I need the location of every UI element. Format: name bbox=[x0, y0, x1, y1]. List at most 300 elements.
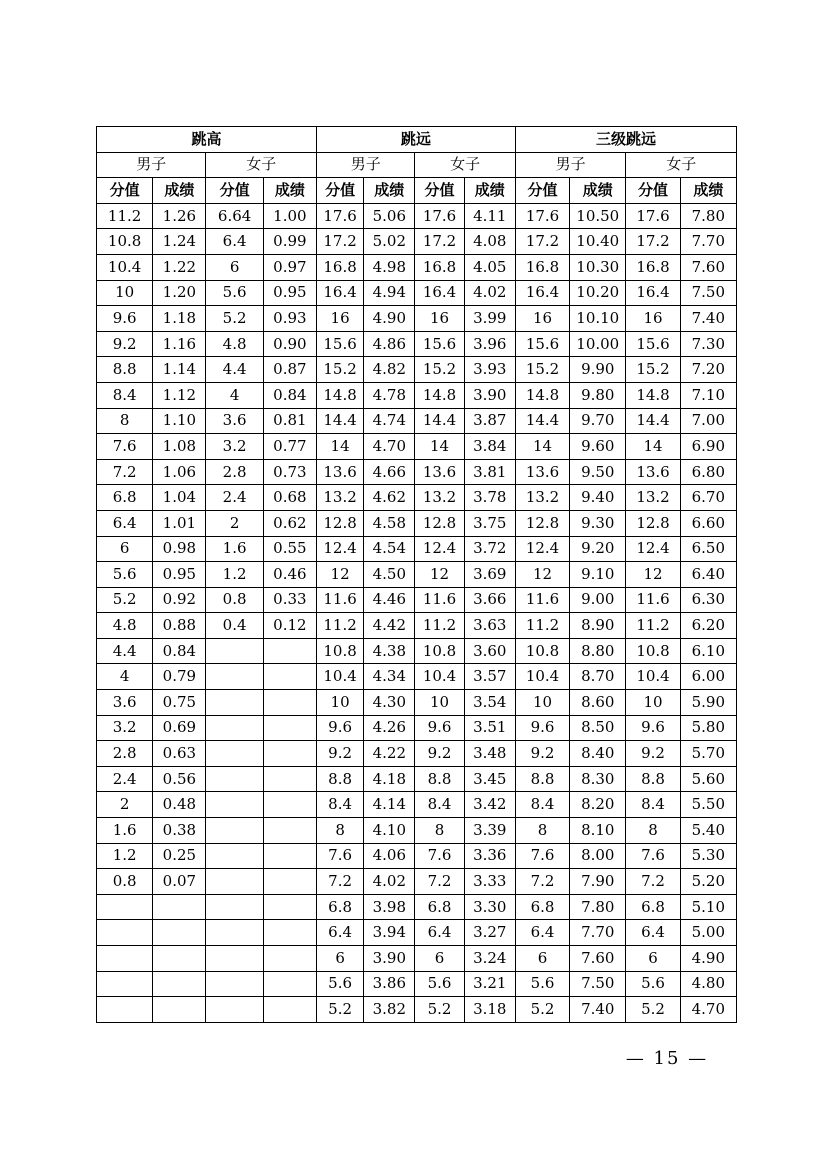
table-cell: 8.4 bbox=[316, 792, 363, 818]
table-cell: 11.2 bbox=[316, 613, 363, 639]
table-cell: 6.20 bbox=[680, 613, 736, 639]
table-cell: 17.6 bbox=[626, 203, 680, 229]
table-cell bbox=[263, 843, 316, 869]
table-cell: 10 bbox=[515, 690, 569, 716]
table-cell: 3.60 bbox=[464, 638, 515, 664]
table-cell: 1.20 bbox=[153, 280, 206, 306]
table-cell: 8.8 bbox=[316, 766, 363, 792]
table-cell: 2.4 bbox=[206, 485, 263, 511]
table-cell: 10.40 bbox=[570, 229, 626, 255]
column-header: 成绩 bbox=[263, 178, 316, 204]
table-cell: 0.84 bbox=[263, 382, 316, 408]
table-cell: 4.8 bbox=[206, 331, 263, 357]
table-cell: 4.90 bbox=[680, 946, 736, 972]
table-cell: 4.70 bbox=[680, 997, 736, 1023]
table-cell: 15.6 bbox=[316, 331, 363, 357]
table-cell: 7.90 bbox=[570, 869, 626, 895]
table-cell: 4.90 bbox=[364, 306, 415, 332]
table-row bbox=[97, 766, 737, 792]
column-header: 成绩 bbox=[364, 178, 415, 204]
table-cell: 0.99 bbox=[263, 229, 316, 255]
table-row bbox=[97, 254, 737, 280]
table-cell: 6.30 bbox=[680, 587, 736, 613]
table-cell: 8.4 bbox=[415, 792, 464, 818]
table-cell: 9.6 bbox=[97, 306, 153, 332]
table-cell: 11.2 bbox=[97, 203, 153, 229]
table-cell: 2 bbox=[97, 792, 153, 818]
table-cell bbox=[263, 869, 316, 895]
table-cell: 0.8 bbox=[97, 869, 153, 895]
table-cell: 3.78 bbox=[464, 485, 515, 511]
table-cell: 11.6 bbox=[415, 587, 464, 613]
table-cell: 4.46 bbox=[364, 587, 415, 613]
table-cell: 0.79 bbox=[153, 664, 206, 690]
table-cell: 4.34 bbox=[364, 664, 415, 690]
table-cell bbox=[97, 997, 153, 1023]
table-cell: 17.2 bbox=[415, 229, 464, 255]
table-cell: 8 bbox=[626, 818, 680, 844]
table-cell: 10.4 bbox=[415, 664, 464, 690]
table-row bbox=[97, 971, 737, 997]
table-cell: 3.69 bbox=[464, 562, 515, 588]
table-cell: 5.6 bbox=[316, 971, 363, 997]
table-row bbox=[97, 818, 737, 844]
table-cell: 0.98 bbox=[153, 536, 206, 562]
table-cell bbox=[263, 715, 316, 741]
table-cell: 4.22 bbox=[364, 741, 415, 767]
table-cell: 0.77 bbox=[263, 434, 316, 460]
table-cell: 5.6 bbox=[206, 280, 263, 306]
table-row bbox=[97, 792, 737, 818]
table-cell: 1.6 bbox=[97, 818, 153, 844]
table-cell: 8 bbox=[415, 818, 464, 844]
table-cell: 13.6 bbox=[415, 459, 464, 485]
table-cell: 3.93 bbox=[464, 357, 515, 383]
column-header: 分值 bbox=[316, 178, 363, 204]
table-cell: 1.2 bbox=[206, 562, 263, 588]
table-cell: 10.8 bbox=[515, 638, 569, 664]
table-cell: 4.42 bbox=[364, 613, 415, 639]
table-cell: 5.30 bbox=[680, 843, 736, 869]
table-cell: 6.90 bbox=[680, 434, 736, 460]
table-cell: 15.6 bbox=[515, 331, 569, 357]
event-header-high-jump: 跳高 bbox=[97, 127, 317, 153]
table-cell: 9.30 bbox=[570, 510, 626, 536]
table-cell: 8.40 bbox=[570, 741, 626, 767]
table-cell: 10 bbox=[97, 280, 153, 306]
table-cell: 8 bbox=[316, 818, 363, 844]
table-cell: 16.8 bbox=[415, 254, 464, 280]
table-cell: 7.00 bbox=[680, 408, 736, 434]
table-cell: 2.8 bbox=[97, 741, 153, 767]
table-cell bbox=[263, 920, 316, 946]
table-cell: 12.4 bbox=[515, 536, 569, 562]
table-cell: 7.2 bbox=[415, 869, 464, 895]
column-header: 分值 bbox=[515, 178, 569, 204]
column-header: 分值 bbox=[206, 178, 263, 204]
table-cell: 3.21 bbox=[464, 971, 515, 997]
table-row bbox=[97, 664, 737, 690]
table-row bbox=[97, 203, 737, 229]
table-cell: 9.6 bbox=[316, 715, 363, 741]
table-cell: 15.6 bbox=[626, 331, 680, 357]
table-cell: 4.06 bbox=[364, 843, 415, 869]
table-cell: 7.6 bbox=[415, 843, 464, 869]
table-cell: 0.48 bbox=[153, 792, 206, 818]
table-cell: 0.12 bbox=[263, 613, 316, 639]
table-cell: 7.6 bbox=[515, 843, 569, 869]
table-cell: 5.6 bbox=[97, 562, 153, 588]
table-row bbox=[97, 510, 737, 536]
gender-header-long-jump-female: 女子 bbox=[415, 152, 515, 178]
table-cell bbox=[263, 766, 316, 792]
table-cell: 6 bbox=[515, 946, 569, 972]
table-cell: 4.4 bbox=[97, 638, 153, 664]
table-cell: 0.97 bbox=[263, 254, 316, 280]
table-cell: 11.6 bbox=[515, 587, 569, 613]
table-cell: 6.8 bbox=[316, 894, 363, 920]
table-row bbox=[97, 715, 737, 741]
table-cell: 8.8 bbox=[626, 766, 680, 792]
table-cell: 5.60 bbox=[680, 766, 736, 792]
table-cell: 3.42 bbox=[464, 792, 515, 818]
table-cell: 5.00 bbox=[680, 920, 736, 946]
page-number: — 15 — bbox=[625, 1048, 709, 1069]
table-cell: 11.2 bbox=[415, 613, 464, 639]
table-cell: 6.8 bbox=[515, 894, 569, 920]
table-cell: 5.2 bbox=[97, 587, 153, 613]
table-cell: 1.00 bbox=[263, 203, 316, 229]
table-cell: 14.4 bbox=[626, 408, 680, 434]
table-cell: 1.04 bbox=[153, 485, 206, 511]
event-header-row bbox=[97, 127, 737, 153]
table-cell: 9.6 bbox=[415, 715, 464, 741]
table-cell: 6.64 bbox=[206, 203, 263, 229]
table-cell: 16.4 bbox=[515, 280, 569, 306]
table-cell: 5.50 bbox=[680, 792, 736, 818]
gender-header-high-jump-male: 男子 bbox=[97, 152, 206, 178]
table-cell: 9.90 bbox=[570, 357, 626, 383]
table-cell: 16.8 bbox=[626, 254, 680, 280]
table-cell: 9.20 bbox=[570, 536, 626, 562]
table-cell: 3.90 bbox=[364, 946, 415, 972]
table-cell: 11.6 bbox=[316, 587, 363, 613]
table-cell: 10.50 bbox=[570, 203, 626, 229]
table-row bbox=[97, 613, 737, 639]
table-cell: 3.86 bbox=[364, 971, 415, 997]
table-cell: 0.25 bbox=[153, 843, 206, 869]
table-cell: 15.2 bbox=[626, 357, 680, 383]
table-cell bbox=[206, 997, 263, 1023]
table-cell: 4.10 bbox=[364, 818, 415, 844]
table-cell: 6.80 bbox=[680, 459, 736, 485]
table-row bbox=[97, 434, 737, 460]
table-cell bbox=[206, 894, 263, 920]
table-cell: 0.4 bbox=[206, 613, 263, 639]
table-cell: 4.11 bbox=[464, 203, 515, 229]
table-cell: 9.10 bbox=[570, 562, 626, 588]
table-cell: 6 bbox=[626, 946, 680, 972]
table-cell: 4.62 bbox=[364, 485, 415, 511]
table-cell: 10.8 bbox=[97, 229, 153, 255]
table-cell: 16.4 bbox=[316, 280, 363, 306]
table-cell: 3.2 bbox=[97, 715, 153, 741]
table-cell: 4.66 bbox=[364, 459, 415, 485]
table-cell: 6.8 bbox=[97, 485, 153, 511]
table-cell: 5.20 bbox=[680, 869, 736, 895]
table-cell: 0.56 bbox=[153, 766, 206, 792]
table-cell: 14.4 bbox=[515, 408, 569, 434]
table-cell: 7.30 bbox=[680, 331, 736, 357]
event-header-triple-jump: 三级跳远 bbox=[515, 127, 736, 153]
table-cell: 9.6 bbox=[626, 715, 680, 741]
table-row bbox=[97, 331, 737, 357]
column-header: 分值 bbox=[415, 178, 464, 204]
table-cell: 9.70 bbox=[570, 408, 626, 434]
table-cell: 3.96 bbox=[464, 331, 515, 357]
table-cell: 14.8 bbox=[415, 382, 464, 408]
table-cell: 3.82 bbox=[364, 997, 415, 1023]
table-cell: 16.8 bbox=[316, 254, 363, 280]
table-cell: 1.06 bbox=[153, 459, 206, 485]
table-cell: 3.6 bbox=[97, 690, 153, 716]
table-cell: 6.4 bbox=[515, 920, 569, 946]
table-cell: 6.00 bbox=[680, 664, 736, 690]
table-cell: 0.46 bbox=[263, 562, 316, 588]
table-cell: 17.2 bbox=[316, 229, 363, 255]
table-row bbox=[97, 306, 737, 332]
table-cell: 3.24 bbox=[464, 946, 515, 972]
table-cell: 4 bbox=[206, 382, 263, 408]
table-row bbox=[97, 485, 737, 511]
table-cell: 15.2 bbox=[316, 357, 363, 383]
table-cell bbox=[206, 664, 263, 690]
table-cell: 1.01 bbox=[153, 510, 206, 536]
table-cell: 7.60 bbox=[570, 946, 626, 972]
table-cell: 9.80 bbox=[570, 382, 626, 408]
table-cell: 6.4 bbox=[626, 920, 680, 946]
table-cell: 3.90 bbox=[464, 382, 515, 408]
table-cell bbox=[97, 920, 153, 946]
table-cell: 1.26 bbox=[153, 203, 206, 229]
table-cell bbox=[153, 894, 206, 920]
table-cell: 16.4 bbox=[415, 280, 464, 306]
table-cell bbox=[206, 715, 263, 741]
table-cell: 13.6 bbox=[626, 459, 680, 485]
table-cell: 7.6 bbox=[97, 434, 153, 460]
table-cell: 9.50 bbox=[570, 459, 626, 485]
table-cell: 9.2 bbox=[415, 741, 464, 767]
table-cell: 16.4 bbox=[626, 280, 680, 306]
table-cell: 10 bbox=[415, 690, 464, 716]
table-cell: 0.62 bbox=[263, 510, 316, 536]
table-cell: 4.02 bbox=[364, 869, 415, 895]
table-cell: 10.20 bbox=[570, 280, 626, 306]
table-cell: 13.2 bbox=[515, 485, 569, 511]
table-cell: 1.12 bbox=[153, 382, 206, 408]
table-cell: 13.2 bbox=[415, 485, 464, 511]
table-cell: 8.80 bbox=[570, 638, 626, 664]
table-cell: 4.86 bbox=[364, 331, 415, 357]
table-cell bbox=[263, 818, 316, 844]
table-cell: 4.80 bbox=[680, 971, 736, 997]
table-cell: 8.10 bbox=[570, 818, 626, 844]
table-cell: 4.14 bbox=[364, 792, 415, 818]
table-cell: 3.81 bbox=[464, 459, 515, 485]
table-cell: 12.4 bbox=[415, 536, 464, 562]
table-cell: 7.60 bbox=[680, 254, 736, 280]
table-cell bbox=[263, 690, 316, 716]
table-cell: 12.8 bbox=[415, 510, 464, 536]
table-cell: 15.2 bbox=[415, 357, 464, 383]
table-cell: 10.8 bbox=[415, 638, 464, 664]
table-cell: 5.70 bbox=[680, 741, 736, 767]
table-row bbox=[97, 587, 737, 613]
table-cell: 13.6 bbox=[316, 459, 363, 485]
table-cell: 8.4 bbox=[626, 792, 680, 818]
table-cell bbox=[206, 690, 263, 716]
table-cell: 6.4 bbox=[206, 229, 263, 255]
table-cell: 3.99 bbox=[464, 306, 515, 332]
table-row bbox=[97, 894, 737, 920]
table-cell bbox=[206, 869, 263, 895]
table-cell: 7.20 bbox=[680, 357, 736, 383]
table-cell: 7.50 bbox=[680, 280, 736, 306]
table-cell: 5.6 bbox=[626, 971, 680, 997]
table-cell: 1.6 bbox=[206, 536, 263, 562]
table-cell: 14.8 bbox=[515, 382, 569, 408]
table-cell: 7.6 bbox=[316, 843, 363, 869]
gender-header-high-jump-female: 女子 bbox=[206, 152, 317, 178]
table-cell: 10.4 bbox=[515, 664, 569, 690]
table-cell: 4.38 bbox=[364, 638, 415, 664]
table-cell: 12 bbox=[515, 562, 569, 588]
table-row bbox=[97, 690, 737, 716]
table-cell: 0.55 bbox=[263, 536, 316, 562]
table-cell bbox=[97, 894, 153, 920]
table-cell: 16 bbox=[626, 306, 680, 332]
table-cell: 17.6 bbox=[415, 203, 464, 229]
table-row bbox=[97, 997, 737, 1023]
table-cell: 0.33 bbox=[263, 587, 316, 613]
table-cell: 2.8 bbox=[206, 459, 263, 485]
table-cell: 3.39 bbox=[464, 818, 515, 844]
table-cell: 0.87 bbox=[263, 357, 316, 383]
table-cell bbox=[206, 638, 263, 664]
table-cell: 11.6 bbox=[626, 587, 680, 613]
table-cell: 0.63 bbox=[153, 741, 206, 767]
table-cell: 10.8 bbox=[626, 638, 680, 664]
table-cell: 3.57 bbox=[464, 664, 515, 690]
table-row bbox=[97, 638, 737, 664]
column-header-row bbox=[97, 178, 737, 204]
table-cell bbox=[263, 638, 316, 664]
table-cell bbox=[97, 946, 153, 972]
table-cell: 3.51 bbox=[464, 715, 515, 741]
table-cell: 16 bbox=[415, 306, 464, 332]
table-cell: 10 bbox=[316, 690, 363, 716]
table-cell: 17.2 bbox=[515, 229, 569, 255]
table-cell: 14.4 bbox=[316, 408, 363, 434]
table-cell: 6 bbox=[316, 946, 363, 972]
table-cell: 7.70 bbox=[680, 229, 736, 255]
table-cell: 6.60 bbox=[680, 510, 736, 536]
table-cell: 12.8 bbox=[515, 510, 569, 536]
table-cell: 15.2 bbox=[515, 357, 569, 383]
table-cell: 4.02 bbox=[464, 280, 515, 306]
table-cell: 10.4 bbox=[316, 664, 363, 690]
column-header: 成绩 bbox=[464, 178, 515, 204]
table-cell: 6.40 bbox=[680, 562, 736, 588]
score-table bbox=[96, 126, 737, 1023]
table-cell: 3.87 bbox=[464, 408, 515, 434]
table-cell: 7.2 bbox=[316, 869, 363, 895]
table-cell: 1.10 bbox=[153, 408, 206, 434]
column-header: 分值 bbox=[97, 178, 153, 204]
table-cell: 0.92 bbox=[153, 587, 206, 613]
table-cell: 12.8 bbox=[316, 510, 363, 536]
table-cell: 6.4 bbox=[316, 920, 363, 946]
table-cell: 8.00 bbox=[570, 843, 626, 869]
table-cell: 17.6 bbox=[515, 203, 569, 229]
table-cell: 4.70 bbox=[364, 434, 415, 460]
table-row bbox=[97, 382, 737, 408]
table-cell: 0.8 bbox=[206, 587, 263, 613]
table-cell: 5.90 bbox=[680, 690, 736, 716]
table-cell: 6.8 bbox=[415, 894, 464, 920]
table-cell: 0.95 bbox=[263, 280, 316, 306]
table-cell: 17.2 bbox=[626, 229, 680, 255]
table-cell: 3.18 bbox=[464, 997, 515, 1023]
table-cell: 8.30 bbox=[570, 766, 626, 792]
table-cell: 4.82 bbox=[364, 357, 415, 383]
table-cell: 5.2 bbox=[415, 997, 464, 1023]
table-cell: 6.4 bbox=[415, 920, 464, 946]
column-header: 分值 bbox=[626, 178, 680, 204]
table-cell: 3.75 bbox=[464, 510, 515, 536]
table-cell bbox=[206, 766, 263, 792]
table-cell: 1.14 bbox=[153, 357, 206, 383]
table-cell: 8.90 bbox=[570, 613, 626, 639]
table-cell: 7.2 bbox=[626, 869, 680, 895]
table-cell: 14 bbox=[316, 434, 363, 460]
table-cell: 1.18 bbox=[153, 306, 206, 332]
table-cell: 10.8 bbox=[316, 638, 363, 664]
table-cell: 8.8 bbox=[415, 766, 464, 792]
table-cell bbox=[263, 894, 316, 920]
table-cell: 5.6 bbox=[415, 971, 464, 997]
column-header: 成绩 bbox=[153, 178, 206, 204]
table-cell: 8.70 bbox=[570, 664, 626, 690]
column-header: 成绩 bbox=[570, 178, 626, 204]
table-cell: 1.2 bbox=[97, 843, 153, 869]
table-cell: 15.6 bbox=[415, 331, 464, 357]
table-cell: 8.60 bbox=[570, 690, 626, 716]
table-cell: 8 bbox=[97, 408, 153, 434]
table-cell bbox=[206, 843, 263, 869]
table-cell: 7.10 bbox=[680, 382, 736, 408]
table-cell: 1.16 bbox=[153, 331, 206, 357]
table-cell: 12.4 bbox=[316, 536, 363, 562]
table-cell: 9.2 bbox=[515, 741, 569, 767]
table-row bbox=[97, 843, 737, 869]
table-cell: 7.40 bbox=[680, 306, 736, 332]
table-cell: 3.30 bbox=[464, 894, 515, 920]
table-cell: 8.4 bbox=[515, 792, 569, 818]
table-cell: 6.10 bbox=[680, 638, 736, 664]
table-cell: 13.2 bbox=[316, 485, 363, 511]
table-cell: 7.40 bbox=[570, 997, 626, 1023]
